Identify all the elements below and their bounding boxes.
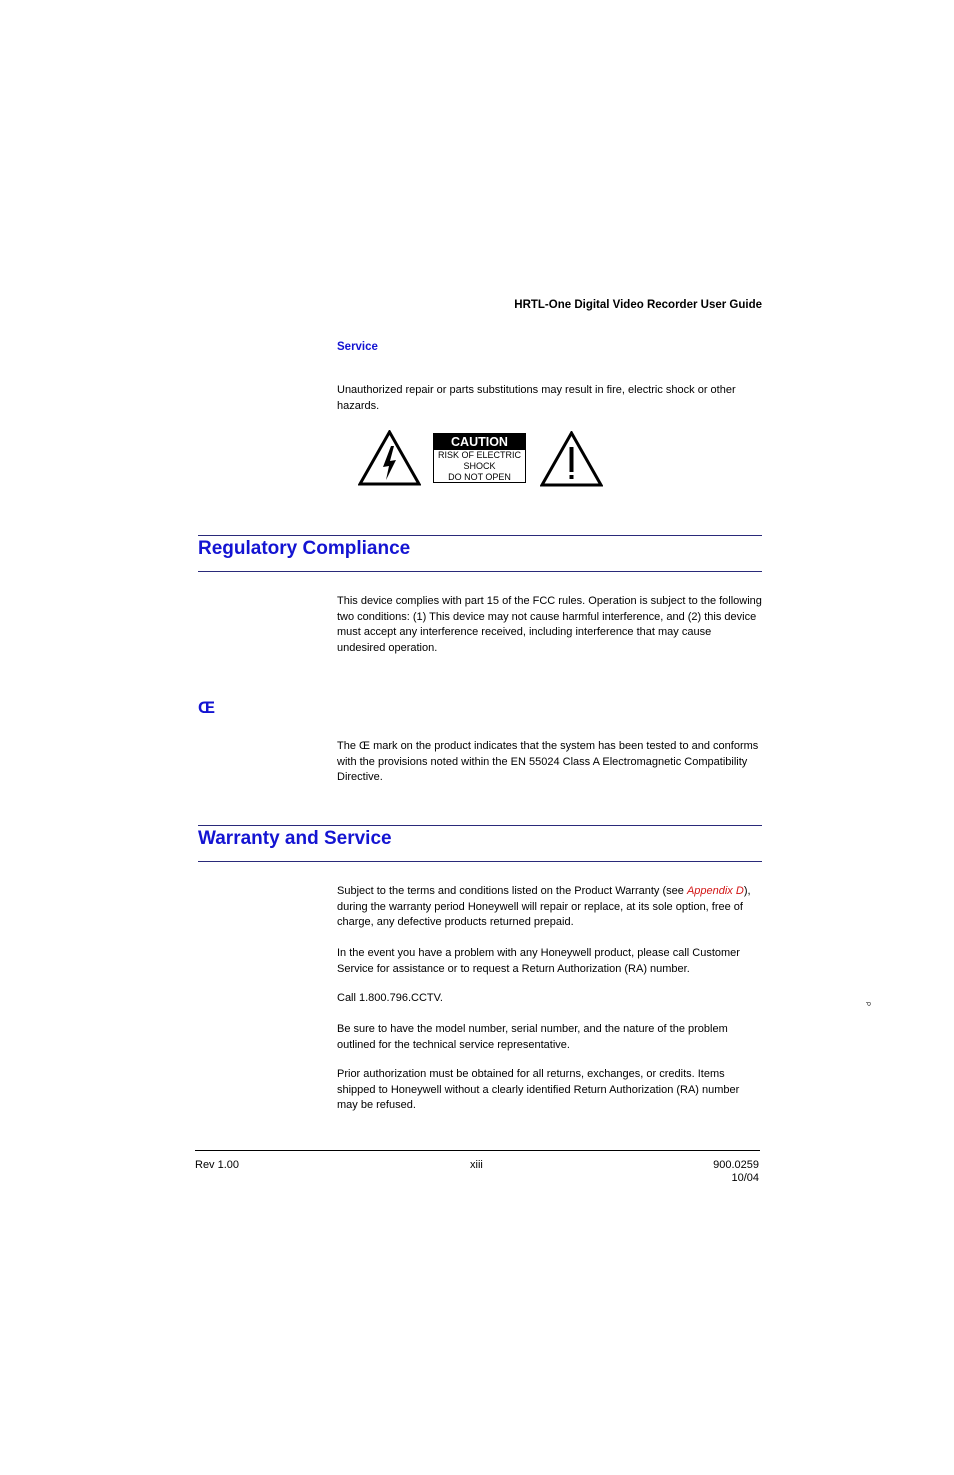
appendix-d-link[interactable]: Appendix D <box>686 885 744 897</box>
warranty-paragraph-3: Call 1.800.796.CCTV. <box>337 992 443 1004</box>
service-heading: Service <box>337 341 378 353</box>
warranty-text: ), during the warranty period Honeywell will repair or replace, at its sole option, free of charge, any defective products returned prepaid. <box>337 885 751 929</box>
caution-label <box>433 433 526 483</box>
caution-line: DO NOT OPEN <box>448 471 511 482</box>
footer-page-number: xiii <box>470 1159 483 1171</box>
section-rule <box>198 861 762 862</box>
warranty-paragraph-5: Prior authorization must be obtained for all returns, exchanges, or credits. Items shipped to Honeywell without a clearly identified Return Authorization (RA) number may be refused. <box>337 1068 740 1112</box>
warranty-paragraph-2: In the event you have a problem with any Honeywell product, please call Customer Service for assistance or to request a Return Authorization (RA) number. <box>337 947 740 975</box>
warranty-heading: Warranty and Service <box>198 828 392 849</box>
warranty-text: Subject to the terms and conditions listed on the Product Warranty (see <box>337 885 687 897</box>
section-rule <box>198 535 762 536</box>
regulatory-paragraph: This device complies with part 15 of the FCC rules. Operation is subject to the following two conditions: (1) This device may not cause harmful interference, and (2) this device must accept any interference received, including interference that may cause undesired operation. <box>337 595 762 655</box>
footer-rule <box>195 1150 760 1151</box>
ce-paragraph: The Œ mark on the product indicates that the system has been tested to and conforms with the provisions noted within the EN 55024 Class A Electromagnetic Compatibility Directive. <box>337 740 759 784</box>
warranty-paragraph-4: Be sure to have the model number, serial number, and the nature of the problem outlined for the technical service representative. <box>337 1023 728 1051</box>
running-header: HRTL-One Digital Video Recorder User Guide <box>514 299 762 311</box>
section-rule <box>198 571 762 572</box>
section-rule <box>198 825 762 826</box>
ce-heading: Œ <box>198 698 215 717</box>
caution-line: SHOCK <box>463 460 496 471</box>
exclamation-warning-icon <box>540 431 603 487</box>
margin-mark: P <box>864 1001 871 1007</box>
service-paragraph: Unauthorized repair or parts substitutions may result in fire, electric shock or other hazards. <box>337 384 736 412</box>
caution-line: RISK OF ELECTRIC <box>437 450 521 460</box>
warranty-paragraph-1 <box>337 884 762 931</box>
footer-doc-info <box>713 1159 759 1184</box>
footer-date: 10/04 <box>731 1171 759 1184</box>
electric-shock-warning-icon <box>358 430 421 486</box>
regulatory-heading: Regulatory Compliance <box>198 538 411 559</box>
footer-revision: Rev 1.00 <box>195 1159 240 1171</box>
caution-title: CAUTION <box>434 434 525 450</box>
footer-doc-number: 900.0259 <box>713 1159 759 1171</box>
